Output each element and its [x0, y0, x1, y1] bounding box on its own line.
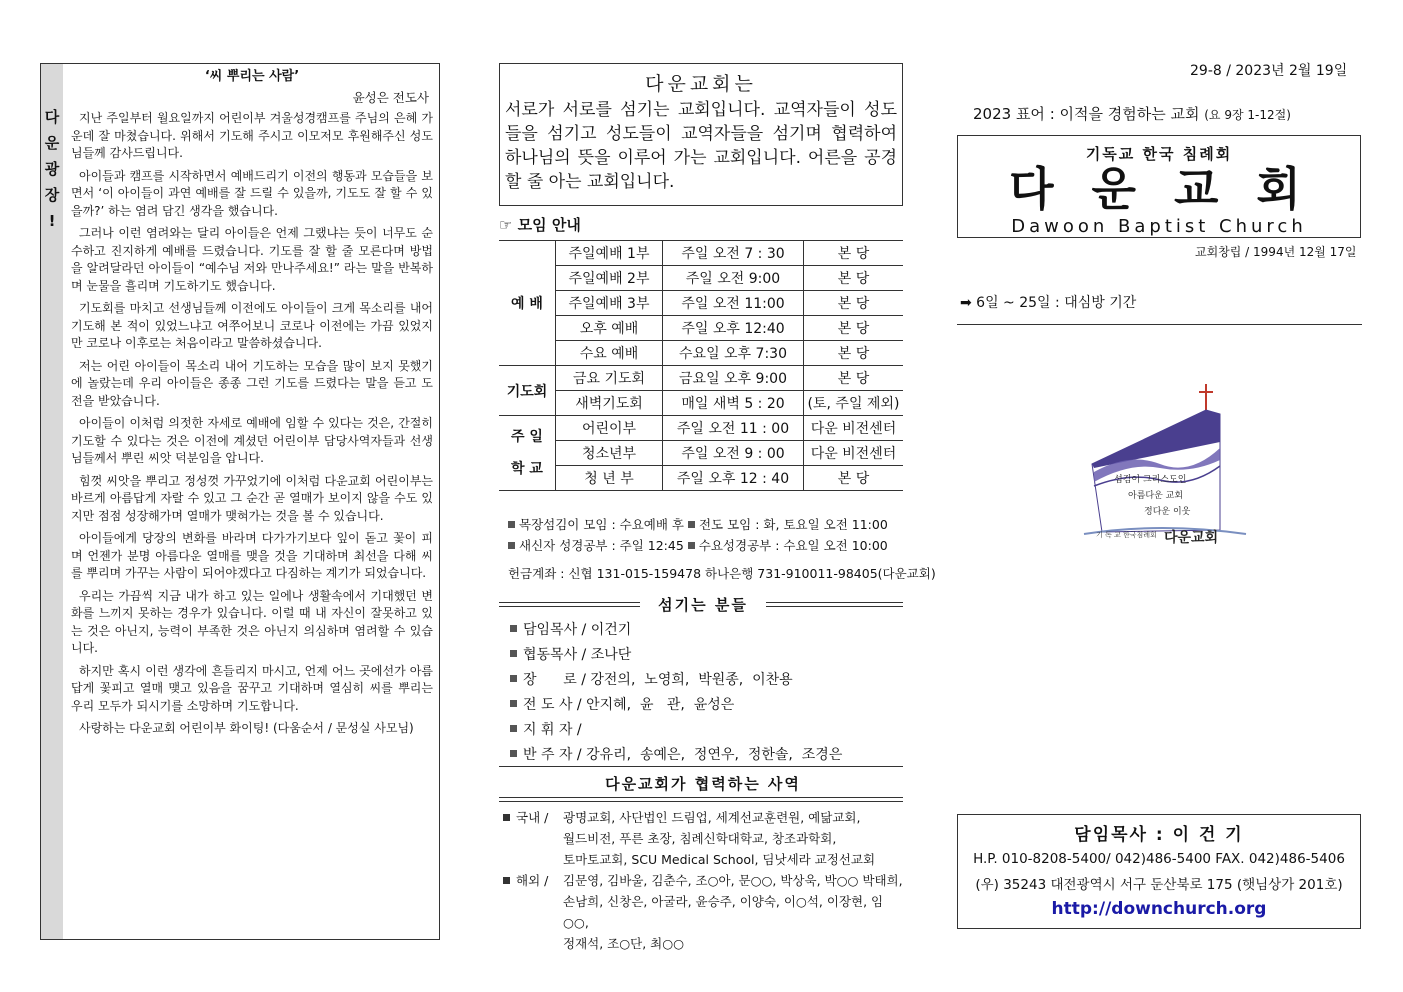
denomination: 기독교 한국 침례회 [1085, 145, 1233, 163]
essay-paragraph: 힘껏 씨앗을 뿌리고 정성껏 가꾸었기에 이처럼 다운교회 어린이부는 바르게 아름답게 자랄 수 있고 그 순간 곧 열매가 보이지 않을 수도 있지만 점점 성장해가며 열매가 맺혀가는 것을 볼 수 있습니다. [71, 473, 433, 523]
meeting-name: 주일예배 3부 [556, 291, 663, 316]
year-motto [973, 103, 1291, 124]
table-row [499, 416, 903, 441]
essay-panel [40, 63, 440, 940]
motto-text: 2023 표어 : 이적을 경험하는 교회 [973, 105, 1200, 123]
founded-date: 교회창립 / 1994년 12월 17일 [1195, 245, 1357, 259]
sidebar-title [41, 64, 63, 939]
meeting-time: 주일 오전 11 : 00 [663, 416, 804, 441]
meeting-place: (토, 주일 제외) [804, 391, 904, 416]
essay-body [71, 68, 433, 743]
table-row [499, 366, 903, 391]
essay-paragraph: 하지만 혹시 이런 생각에 흔들리지 마시고, 언제 어느 곳에선가 아름답게 꽃피고 열매 맺고 있음을 꿈꾸고 기대하며 열심히 씨를 뿌리는 우리 모두가 되시기를 소망하며 기도합니다. [71, 663, 433, 713]
category-cell: 주 일 학 교 [499, 416, 556, 491]
square-bullet-icon [510, 700, 517, 707]
table-row [499, 291, 903, 316]
servers-list [510, 618, 842, 768]
meeting-place: 본 당 [804, 291, 904, 316]
sidebar-char: 장 [44, 186, 60, 204]
meeting-name: 청소년부 [556, 441, 663, 466]
intro-text: 서로가 서로를 섬기는 교회입니다. 교역자들이 성도들을 섬기고 성도들이 교역자들을 섬기며 협력하여 하나님의 뜻을 이루어 가는 교회입니다. 어른을 공경할 줄 아는 교회입니다. [505, 100, 897, 192]
table-row [499, 316, 903, 341]
category-cell: 예 배 [499, 241, 556, 366]
intro-heading: 다운교회는 [645, 73, 757, 95]
table-row [499, 391, 903, 416]
meeting-time: 주일 오전 7 : 30 [663, 241, 804, 266]
church-name: 다운교회 [1009, 162, 1339, 216]
table-row [499, 266, 903, 291]
meeting-place: 본 당 [804, 366, 904, 391]
logo-slogan: 아름다운 교회 [1128, 491, 1184, 501]
sidebar-char: 광 [44, 160, 60, 178]
ministry-overseas [503, 870, 903, 954]
meeting-time: 주일 오후 12 : 40 [663, 466, 804, 491]
meeting-name: 오후 예배 [556, 316, 663, 341]
list-item-text: 지 휘 자 / [523, 722, 582, 738]
church-name-english: Dawoon Baptist Church [1011, 216, 1307, 237]
pastor-name: 담임목사 : 이 건 기 [1074, 825, 1244, 845]
ministry-line: 광명교회, 사단법인 드림업, 세계선교훈련원, 예닮교회, [563, 810, 861, 825]
square-bullet-icon [503, 877, 510, 884]
square-bullet-icon [688, 542, 695, 549]
meeting-heading: ☞ 모임 안내 [499, 216, 581, 234]
address: (우) 35243 대전광역시 서구 둔산북로 175 (햇님상가 201호) [975, 877, 1343, 893]
list-item-text: 전 도 사 / 안지혜, 윤 관, 윤성은 [523, 697, 735, 713]
list-item [510, 743, 842, 768]
meeting-name: 어린이부 [556, 416, 663, 441]
category-cell: 기도회 [499, 366, 556, 416]
list-item [510, 693, 842, 718]
essay-title: ‘씨 뿌리는 사람’ [204, 69, 300, 84]
sidebar-char: ! [48, 212, 56, 230]
meeting-place: 본 당 [804, 266, 904, 291]
table-row [499, 341, 903, 366]
notes-row [508, 514, 903, 535]
offering-account: 헌금계좌 : 신협 131-015-159478 하나은행 731-910011-98405(다운교회) [508, 566, 936, 581]
ministry-line: 월드비전, 푸른 초장, 침례신학대학교, 창조과학회, [563, 831, 837, 846]
meeting-place: 본 당 [804, 466, 904, 491]
square-bullet-icon [508, 542, 515, 549]
list-item-text: 반 주 자 / 강유리, 송예은, 정연우, 정한솔, 조경은 [523, 747, 843, 763]
website-link[interactable]: http://downchurch.org [1051, 899, 1267, 919]
sidebar-char: 운 [44, 134, 60, 152]
logo-name: 다운교회 [1164, 530, 1219, 546]
contact-box [957, 814, 1361, 929]
table-row [499, 441, 903, 466]
motto-reference: (요 9장 1-12절) [1204, 108, 1291, 122]
sidebar-char: 다 [44, 108, 60, 126]
essay-paragraph: 우리는 가끔씩 지금 내가 하고 있는 일에나 생활속에서 기대했던 변화를 느끼지 못하는 경우가 있습니다. 이럴 때 내 자신이 잘못하고 있는 것은 아닌지, 능력이 부족한 것은 아닌지 의심하며 염려할 수 있습니다. [71, 588, 433, 655]
square-bullet-icon [510, 675, 517, 682]
essay-paragraph: 아이들이 이처럼 의젓한 자세로 예배에 임할 수 있다는 것은, 간절히 기도할 수 있다는 것은 이전에 계셨던 어린이부 담당사역자들과 선생님들께서 뿌린 씨앗 덕분임을 압니다. [71, 416, 433, 465]
meeting-place: 다운 비전센터 [804, 441, 904, 466]
section-divider [499, 797, 903, 802]
notes-row [508, 535, 903, 556]
note-item: 새신자 성경공부 : 주일 12:45 [519, 538, 688, 553]
meeting-place: 본 당 [804, 341, 904, 366]
essay-paragraph: 아이들과 캠프를 시작하면서 예배드리기 이전의 행동과 모습들을 보면서 ‘이 아이들이 과연 예배를 잘 드릴 수 있을까, 기도도 잘 할 수 있을까?’ 하는 염려 담긴 생각을 했습니다. [71, 168, 433, 218]
meeting-name: 새벽기도회 [556, 391, 663, 416]
domestic-label: 국내 / [516, 810, 549, 825]
list-item [510, 668, 842, 693]
table-row [499, 241, 903, 266]
church-logo [1080, 382, 1250, 557]
servers-heading: 섬기는 분들 [640, 594, 766, 615]
meeting-table [499, 240, 903, 491]
table-row [499, 466, 903, 491]
ministry-line: 김문영, 김바울, 김춘수, 조○아, 문○○, 박상욱, 박○○ 박태희, [563, 873, 903, 888]
intro-box [499, 63, 903, 206]
ministry-heading: 다운교회가 협력하는 사역 [570, 773, 836, 794]
meeting-place: 본 당 [804, 241, 904, 266]
list-item-text: 협동목사 / 조나단 [523, 647, 632, 663]
essay-paragraph: 그러나 이런 염려와는 달리 아이들은 언제 그랬냐는 듯이 너무도 순수하고 진지하게 예배를 드렸습니다. 기도를 잘 할 줄 모른다며 방법을 알려달라던 아이들이 “예수님 저와 만나주세요!” 라는 말을 반복하며 눈물을 흘리며 기도하기도 했습니다. [71, 226, 433, 293]
ministry-line: 정재석, 조○단, 최○○ [563, 936, 685, 951]
list-item [510, 643, 842, 668]
meeting-notes [508, 514, 903, 556]
note-item: 전도 모임 : 화, 토요일 오전 11:00 [698, 517, 888, 532]
logo-slogan: 정다운 이웃 [1144, 507, 1191, 517]
meeting-time: 주일 오전 9:00 [663, 266, 804, 291]
overseas-label: 해외 / [516, 873, 549, 888]
meeting-time: 매일 새벽 5 : 20 [663, 391, 804, 416]
list-item [510, 618, 842, 643]
section-divider [499, 766, 903, 767]
square-bullet-icon [503, 814, 510, 821]
meeting-name: 금요 기도회 [556, 366, 663, 391]
square-bullet-icon [510, 725, 517, 732]
ministry-line: 토마토교회, SCU Medical School, 딤낫세라 교정선교회 [563, 852, 876, 867]
square-bullet-icon [688, 521, 695, 528]
list-item [510, 718, 842, 743]
list-item-text: 담임목사 / 이건기 [523, 622, 632, 638]
church-brand-box [957, 135, 1361, 238]
meeting-name: 수요 예배 [556, 341, 663, 366]
square-bullet-icon [510, 625, 517, 632]
square-bullet-icon [510, 750, 517, 757]
meeting-name: 주일예배 2부 [556, 266, 663, 291]
meeting-name: 주일예배 1부 [556, 241, 663, 266]
phone-numbers: H.P. 010-8208-5400/ 042)486-5400 FAX. 042)486-5406 [973, 851, 1345, 867]
essay-paragraph: 기도회를 마치고 선생님들께 이전에도 아이들이 크게 목소리를 내어 기도해 본 적이 있었느냐고 여쭈어보니 코로나 이전에는 가끔 있었지만 코로나 이후로는 처음이라고 말씀하셨습니다. [71, 301, 433, 350]
meeting-time: 금요일 오후 9:00 [663, 366, 804, 391]
note-item: 목장섬김이 모임 : 수요예배 후 [519, 517, 688, 532]
meeting-time: 수요일 오후 7:30 [663, 341, 804, 366]
ministry-list [503, 807, 903, 954]
essay-paragraph: 아이들에게 당장의 변화를 바라며 다가가기보다 잎이 돋고 꽃이 피며 언젠가 분명 아름다운 열매를 맺을 것을 기대하며 최선을 다해 씨를 뿌리며 가꾸는 사람이 되어야겠다고 다짐하는 계기가 되었습니다. [71, 531, 433, 580]
meeting-place: 다운 비전센터 [804, 416, 904, 441]
square-bullet-icon [510, 650, 517, 657]
meeting-place: 본 당 [804, 316, 904, 341]
ministry-line: 손남희, 신창은, 아굴라, 윤승주, 이양숙, 이○석, 이장현, 임○○, [563, 894, 884, 930]
logo-slogan: 섬김이 그리스도인 [1114, 475, 1187, 485]
meeting-name: 청 년 부 [556, 466, 663, 491]
meeting-time: 주일 오전 9 : 00 [663, 441, 804, 466]
bulletin-date: 29-8 / 2023년 2월 19일 [1190, 63, 1348, 79]
essay-paragraph: 지난 주일부터 월요일까지 어린이부 겨울성경캠프를 주님의 은혜 가운데 잘 마쳤습니다. 위해서 기도해 주시고 이모저모 후원해주신 성도님들께 감사드립니다. [71, 111, 433, 160]
section-divider [957, 324, 1362, 325]
note-item: 수요성경공부 : 수요일 오전 10:00 [698, 538, 888, 553]
essay-paragraph: 사랑하는 다운교회 어린이부 화이팅! (다움순서 / 문성실 사모님) [79, 721, 414, 735]
meeting-time: 주일 오후 12:40 [663, 316, 804, 341]
essay-paragraph: 저는 어린 아이들이 목소리 내어 기도하는 모습을 많이 보지 못했기에 놀랐는데 우리 아이들은 종종 그런 기도를 드렸다는 말을 듣고 도전을 받았습니다. [71, 358, 433, 408]
logo-denomination: 기 독 교 한국침례회 [1096, 531, 1157, 539]
meeting-time: 주일 오전 11:00 [663, 291, 804, 316]
ministry-domestic [503, 807, 903, 870]
notice-item: ➡ 6일 ~ 25일 : 대심방 기간 [960, 295, 1137, 311]
square-bullet-icon [508, 521, 515, 528]
list-item-text: 장 로 / 강전의, 노영희, 박원종, 이찬용 [523, 672, 793, 688]
essay-author: 윤성은 전도사 [352, 89, 429, 105]
